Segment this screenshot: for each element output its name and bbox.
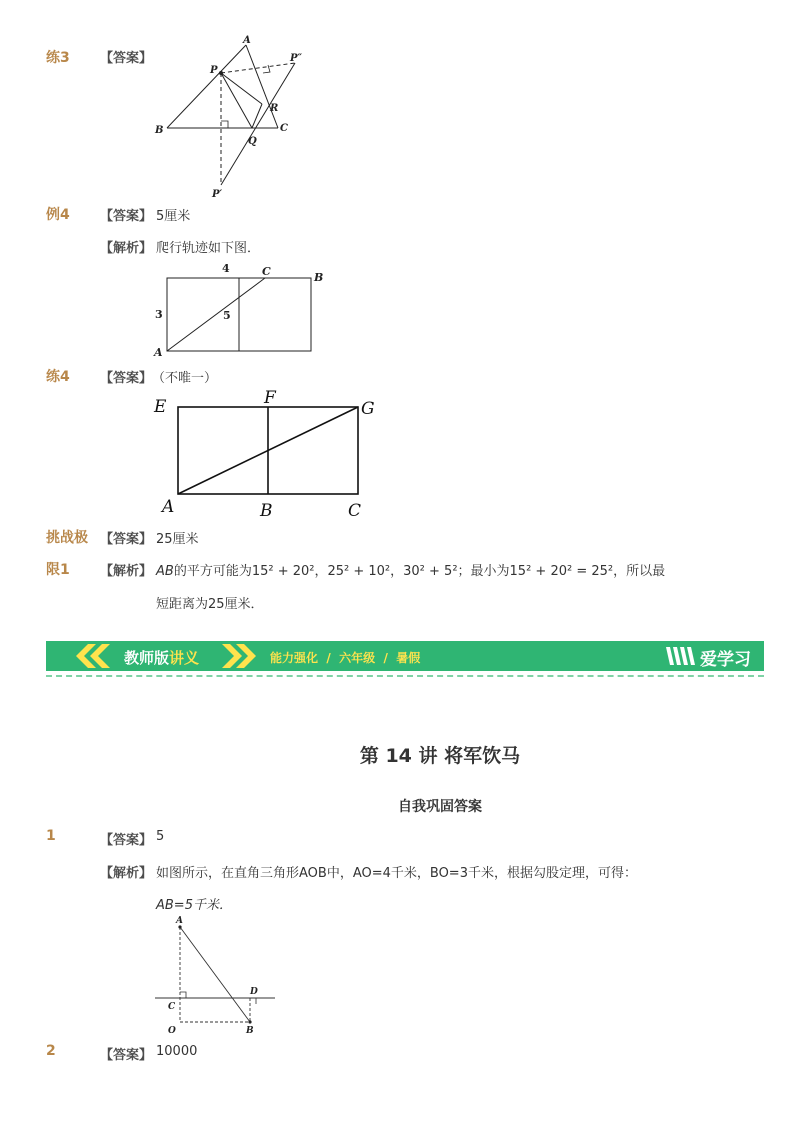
point-label: R — [270, 103, 279, 114]
figure-crawl-path — [148, 258, 338, 363]
exercise-tag: 练3 — [46, 50, 70, 66]
point-label: B — [314, 271, 324, 284]
section-subtitle: 自我巩固答案 — [398, 799, 482, 815]
double-chevron-left-icon — [76, 644, 124, 668]
answer-value: 5 — [156, 829, 165, 844]
dimension-label: 5 — [223, 309, 231, 322]
figure-triangle-reflection — [150, 35, 320, 205]
point-label: P — [210, 65, 218, 76]
point-label: B — [155, 125, 164, 136]
point-label: C — [348, 501, 362, 521]
answer-label: 【答案】 — [100, 532, 153, 547]
point-label: A — [162, 497, 175, 517]
point-label: F — [264, 388, 276, 408]
figure-rectangle-path — [150, 386, 390, 526]
point-label: C — [168, 1002, 176, 1012]
figure-right-triangle-aob — [150, 912, 290, 1037]
answer-value: 10000 — [156, 1044, 198, 1059]
point-label: O — [168, 1026, 176, 1036]
challenge-tag: 挑战极 — [46, 530, 88, 546]
divider — [46, 675, 764, 677]
point-label: A — [243, 35, 251, 46]
answer-value: 25厘米 — [156, 532, 199, 547]
point-label: D — [250, 987, 258, 997]
answer-value: （不唯一） — [152, 371, 218, 386]
analysis-text — [156, 560, 665, 579]
point-label: A — [154, 346, 163, 359]
example-tag: 例4 — [46, 207, 70, 223]
point-label: B — [246, 1026, 254, 1036]
answer-label: 【答案】 — [100, 833, 153, 848]
question-number: 1 — [46, 828, 56, 844]
analysis-text-continued: 短距离为25厘米． — [156, 597, 264, 612]
analysis-label: 【解析】 — [100, 564, 153, 579]
point-label: A — [176, 916, 183, 926]
point-label: C — [262, 265, 271, 278]
analysis-label: 【解析】 — [100, 866, 153, 881]
question-number: 2 — [46, 1043, 56, 1059]
point-label: G — [361, 399, 375, 419]
point-label: C — [280, 123, 288, 134]
answer-label: 【答案】 — [100, 51, 153, 66]
double-chevron-right-icon — [222, 644, 270, 668]
analysis-line: 的平方可能为15² + 20²，25² + 10²，30² + 5²；最小为15² + 20² = 25²，所以最 — [173, 564, 666, 579]
analysis-text: 如图所示，在直角三角形AOB中，AO=4千米，BO=3千米，根据勾股定理，可得： — [156, 866, 637, 881]
point-label: B — [260, 501, 273, 521]
lesson-title: 第 14 讲 将军饮马 — [359, 745, 521, 767]
exercise-tag: 练4 — [46, 369, 70, 385]
edition-label: 教师版讲义 — [124, 649, 200, 667]
dimension-label: 3 — [155, 308, 163, 321]
analysis-label: 【解析】 — [100, 241, 153, 256]
header-banner — [46, 641, 764, 671]
point-label: P′ — [212, 189, 223, 200]
dimension-label: 4 — [222, 262, 230, 275]
answer-value: 5厘米 — [156, 209, 191, 224]
analysis-text-continued: AB=5千米． — [156, 898, 232, 913]
brand-name: 爱学习 — [700, 650, 751, 670]
breadcrumb: 能力强化 / 六年级 / 暑假 — [270, 651, 421, 665]
segment-name: AB — [156, 564, 174, 579]
answer-label: 【答案】 — [100, 371, 153, 386]
answer-label: 【答案】 — [100, 1048, 153, 1063]
point-label: P″ — [290, 53, 302, 64]
challenge-tag-continued: 限1 — [46, 562, 70, 578]
analysis-text: 爬行轨迹如下图． — [156, 241, 261, 256]
point-label: Q — [248, 136, 257, 147]
answer-label: 【答案】 — [100, 209, 153, 224]
point-label: E — [154, 397, 167, 417]
brand-logo-icon — [664, 645, 698, 667]
